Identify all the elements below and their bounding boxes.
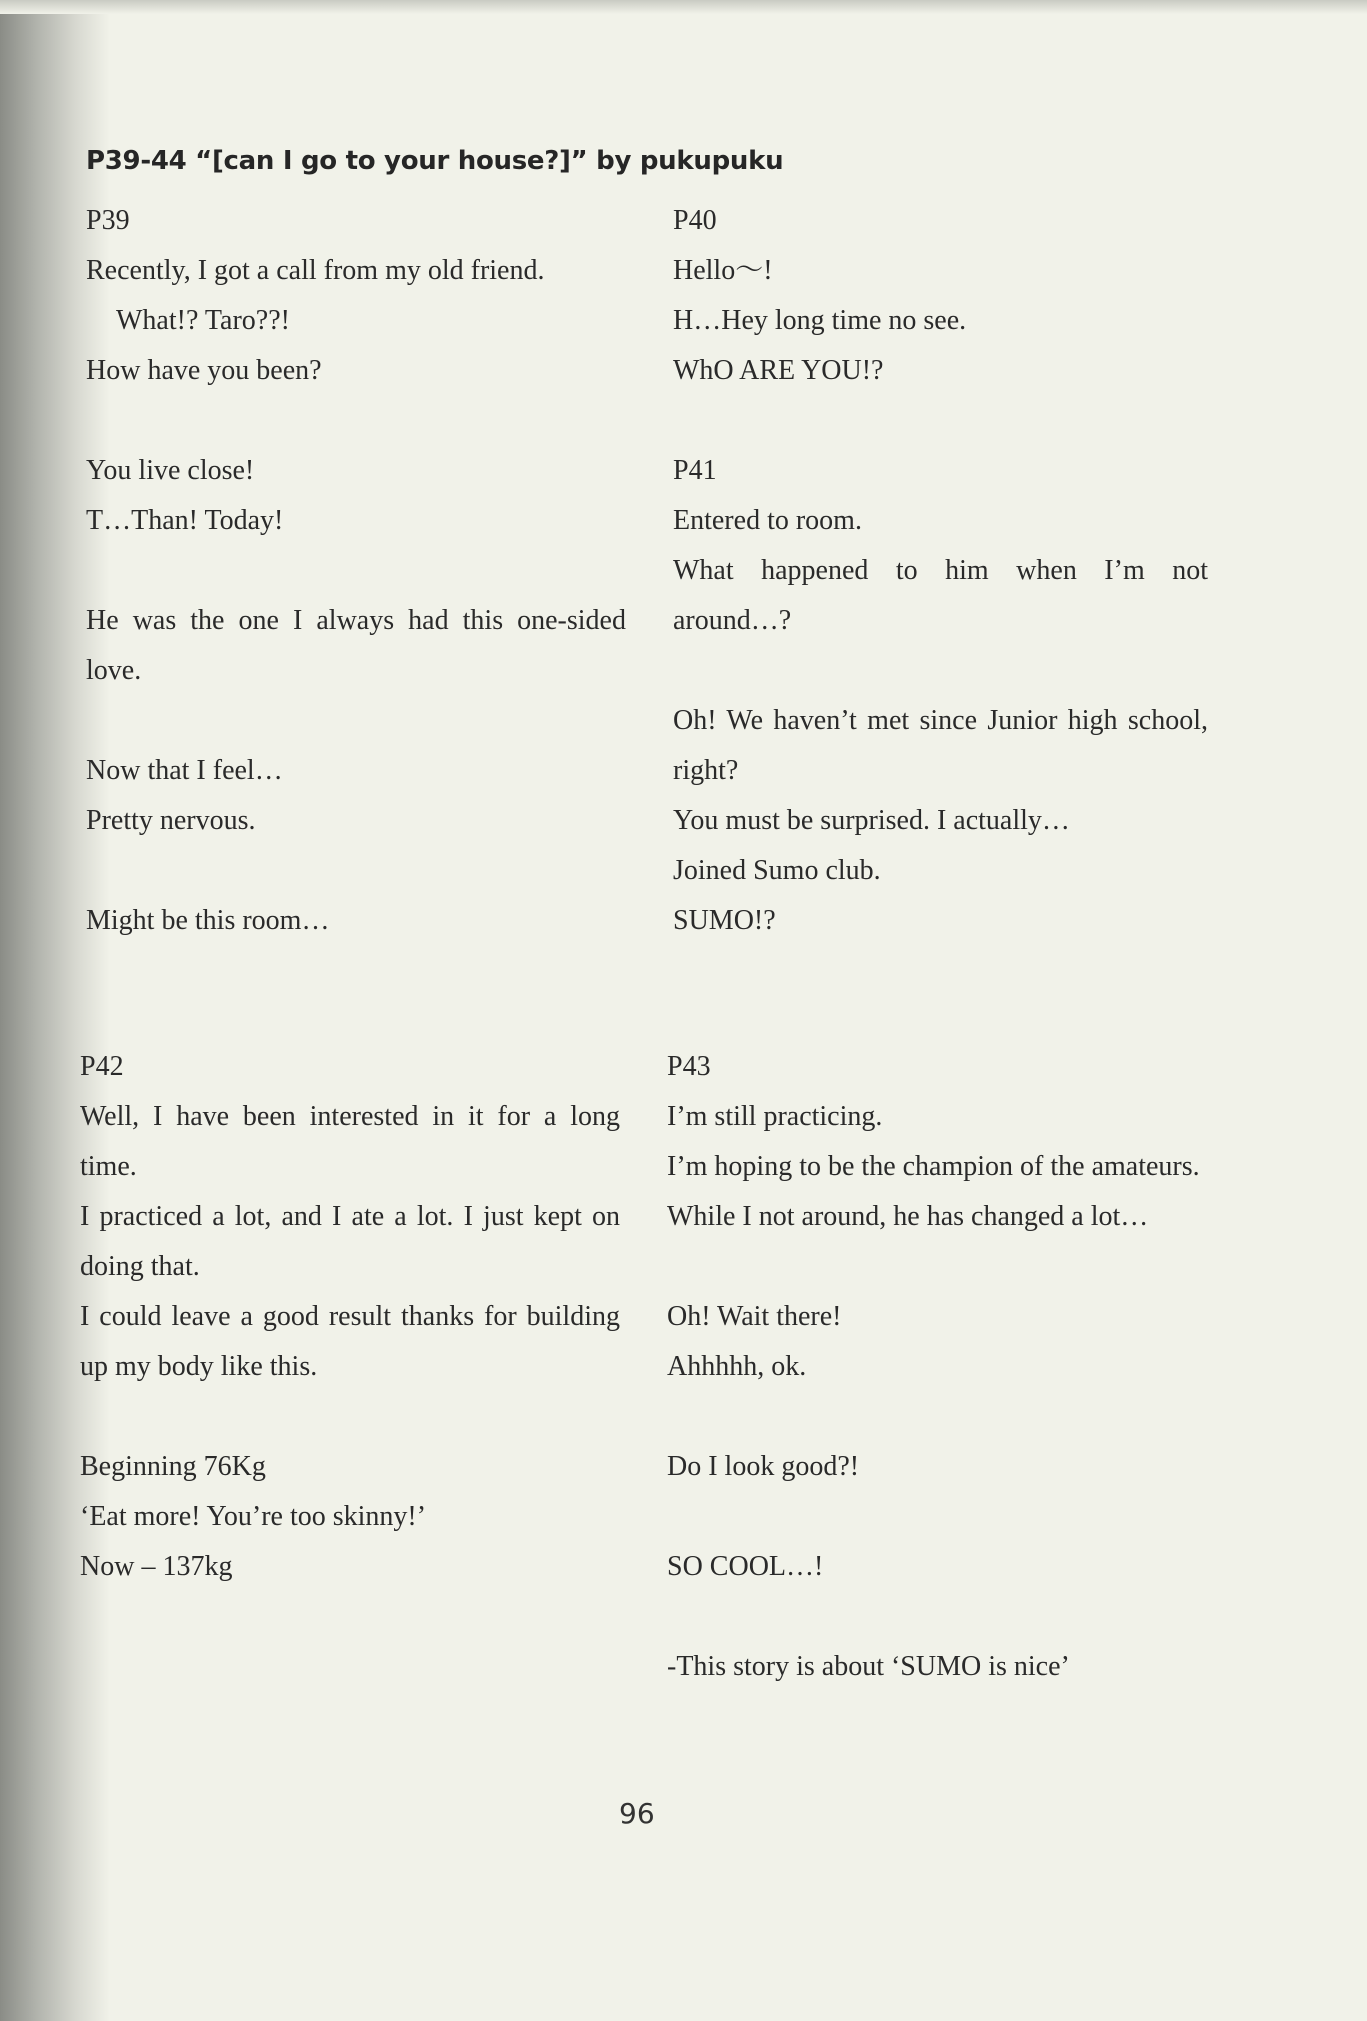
- section-p39: [86, 196, 626, 946]
- section-heading: P40: [673, 205, 717, 236]
- text-line: Do I look good?!: [667, 1451, 860, 1482]
- text-line: What!? Taro??!: [116, 305, 290, 336]
- section-p40-p41: [673, 196, 1208, 946]
- text-line: Oh! We haven’t met since Junior high school, right?: [673, 705, 1208, 786]
- text-line: I’m hoping to be the champion of the amateurs.: [667, 1151, 1200, 1182]
- text-line: You must be surprised. I actually…: [673, 805, 1070, 836]
- text-line: Pretty nervous.: [86, 805, 256, 836]
- page-top-edge: [0, 0, 1367, 14]
- text-line: Well, I have been interested in it for a long time.: [80, 1101, 620, 1182]
- text-line: While I not around, he has changed a lot…: [667, 1201, 1149, 1232]
- section-heading: P42: [80, 1051, 124, 1082]
- text-line: Might be this room…: [86, 905, 330, 936]
- text-line: Oh! Wait there!: [667, 1301, 842, 1332]
- text-line: Ahhhhh, ok.: [667, 1351, 807, 1382]
- text-line: I could leave a good result thanks for building up my body like this.: [80, 1301, 620, 1382]
- text-line: He was the one I always had this one-sided love.: [86, 605, 626, 686]
- document-title: P39-44 “[can I go to your house?]” by pukupuku: [86, 146, 784, 176]
- section-heading: P41: [673, 455, 717, 486]
- text-line: Hello～!: [673, 255, 773, 286]
- text-line: Now – 137kg: [80, 1551, 233, 1582]
- text-line: What happened to him when I’m not around…?: [673, 555, 1208, 636]
- section-heading: P43: [667, 1051, 711, 1082]
- text-line: I’m still practicing.: [667, 1101, 883, 1132]
- text-line: Joined Sumo club.: [673, 855, 881, 886]
- text-line: SUMO!?: [673, 905, 776, 936]
- text-line: Beginning 76Kg: [80, 1451, 266, 1482]
- text-line: You live close!: [86, 455, 255, 486]
- text-line: Recently, I got a call from my old friend.: [86, 255, 545, 286]
- text-line: How have you been?: [86, 355, 322, 386]
- text-line: -This story is about ‘SUMO is nice’: [667, 1651, 1070, 1682]
- section-p43: [667, 1042, 1207, 1692]
- section-heading: P39: [86, 205, 130, 236]
- text-line: Entered to room.: [673, 505, 862, 536]
- text-line: ‘Eat more! You’re too skinny!’: [80, 1501, 427, 1532]
- text-line: I practiced a lot, and I ate a lot. I just kept on doing that.: [80, 1201, 620, 1282]
- text-line: Now that I feel…: [86, 755, 283, 786]
- text-line: H…Hey long time no see.: [673, 305, 967, 336]
- text-line: T…Than! Today!: [86, 505, 284, 536]
- page-number: 96: [619, 1797, 655, 1830]
- text-line: SO COOL…!: [667, 1551, 824, 1582]
- section-p42: [80, 1042, 620, 1592]
- text-line: WhO ARE YOU!?: [673, 355, 884, 386]
